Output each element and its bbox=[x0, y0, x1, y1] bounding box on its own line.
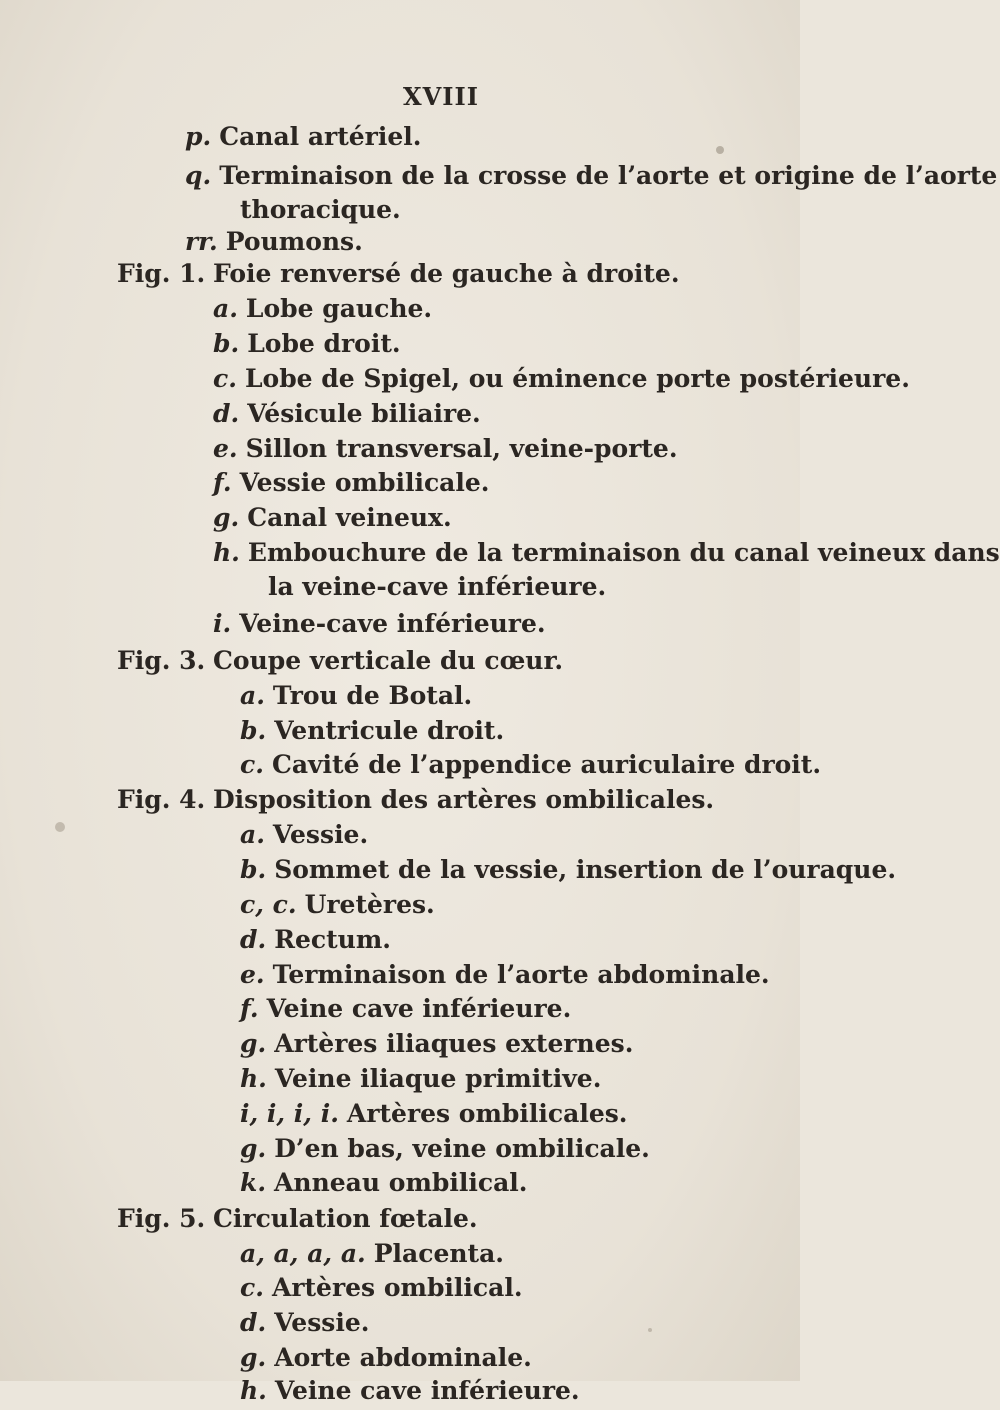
figure-title: Coupe verticale du cœur. bbox=[213, 646, 564, 675]
item-text: Canal veineux. bbox=[247, 503, 452, 532]
figure-title: Foie renversé de gauche à droite. bbox=[213, 259, 680, 288]
item-letter: h. bbox=[213, 538, 240, 567]
item-text: Lobe droit. bbox=[247, 329, 401, 358]
item-text: Lobe de Spigel, ou éminence porte postérieure. bbox=[244, 364, 910, 393]
list-item bbox=[213, 499, 452, 537]
item-letter: g. bbox=[213, 503, 240, 532]
item-text: Veine-cave inférieure. bbox=[239, 609, 546, 638]
item-text: la veine-cave inférieure. bbox=[268, 572, 607, 601]
item-text: Veine cave inférieure. bbox=[274, 1376, 580, 1405]
item-text: Placenta. bbox=[373, 1239, 504, 1268]
item-text: Veine cave inférieure. bbox=[266, 994, 572, 1023]
list-item bbox=[185, 118, 421, 156]
item-text: Ventricule droit. bbox=[274, 716, 505, 745]
list-item bbox=[240, 1130, 650, 1168]
item-letter: e. bbox=[213, 434, 238, 463]
list-item bbox=[213, 290, 432, 328]
list-item bbox=[213, 430, 678, 468]
list-item bbox=[240, 1235, 504, 1273]
list-item bbox=[240, 921, 391, 959]
item-text: thoracique. bbox=[240, 195, 401, 224]
item-letter: g. bbox=[240, 1134, 267, 1163]
item-letter: a, a, a, a. bbox=[240, 1239, 366, 1268]
item-text: Trou de Botal. bbox=[272, 681, 473, 710]
figure-label: Fig. 5. bbox=[117, 1204, 206, 1233]
item-letter: a. bbox=[213, 294, 238, 323]
item-text: Anneau ombilical. bbox=[274, 1168, 528, 1197]
list-item-continuation bbox=[268, 568, 606, 606]
list-item bbox=[240, 1095, 628, 1133]
item-text: Veine iliaque primitive. bbox=[274, 1064, 602, 1093]
item-letter: a. bbox=[240, 820, 265, 849]
item-letter: k. bbox=[240, 1168, 267, 1197]
item-letter: i. bbox=[213, 609, 232, 638]
figure-label: Fig. 3. bbox=[117, 646, 206, 675]
item-text: Aorte abdominale. bbox=[274, 1343, 532, 1372]
item-letter: c, c. bbox=[240, 890, 297, 919]
item-text: Sommet de la vessie, insertion de l’ouraque. bbox=[274, 855, 897, 884]
list-item bbox=[240, 990, 571, 1028]
item-text: Artères ombilical. bbox=[271, 1273, 523, 1302]
item-text: Embouchure de la terminaison du canal veineux dans bbox=[247, 538, 1000, 567]
list-item bbox=[240, 886, 435, 924]
list-item bbox=[240, 1304, 369, 1342]
item-letter: f. bbox=[240, 994, 259, 1023]
list-item bbox=[213, 534, 1000, 572]
list-item bbox=[240, 1269, 523, 1307]
list-item bbox=[240, 1025, 633, 1063]
item-letter: d. bbox=[213, 399, 240, 428]
item-text: Rectum. bbox=[274, 925, 391, 954]
list-item bbox=[240, 712, 504, 750]
item-text: Terminaison de la crosse de l’aorte et origine de l’aorte bbox=[219, 161, 998, 190]
figure-title: Circulation fœtale. bbox=[213, 1204, 478, 1233]
item-text: Vessie. bbox=[274, 1308, 370, 1337]
list-item bbox=[240, 677, 472, 715]
page-number: XVIII bbox=[403, 82, 479, 111]
item-letter: c. bbox=[240, 1273, 264, 1302]
item-letter: d. bbox=[240, 1308, 267, 1337]
item-text: Vessie ombilicale. bbox=[239, 468, 490, 497]
list-item bbox=[240, 746, 821, 784]
item-text: D’en bas, veine ombilicale. bbox=[274, 1134, 650, 1163]
item-letter: d. bbox=[240, 925, 267, 954]
item-text: Canal artériel. bbox=[219, 122, 422, 151]
item-letter: g. bbox=[240, 1343, 267, 1372]
item-letter: q. bbox=[185, 161, 212, 190]
item-letter: b. bbox=[240, 855, 267, 884]
item-letter: c. bbox=[240, 750, 264, 779]
list-item bbox=[213, 360, 910, 398]
list-item bbox=[240, 851, 896, 889]
item-letter: h. bbox=[240, 1376, 267, 1405]
item-text: Vessie. bbox=[272, 820, 369, 849]
list-item bbox=[240, 1164, 528, 1202]
item-letter: c. bbox=[213, 364, 237, 393]
item-text: Poumons. bbox=[225, 227, 363, 256]
item-letter: a. bbox=[240, 681, 265, 710]
item-text: Sillon transversal, veine-porte. bbox=[245, 434, 678, 463]
list-item bbox=[240, 956, 770, 994]
item-text: Cavité de l’appendice auriculaire droit. bbox=[271, 750, 822, 779]
list-item bbox=[240, 1060, 601, 1098]
item-letter: i, i, i, i. bbox=[240, 1099, 339, 1128]
item-letter: b. bbox=[240, 716, 267, 745]
item-text: Uretères. bbox=[304, 890, 435, 919]
item-letter: g. bbox=[240, 1029, 267, 1058]
item-letter: b. bbox=[213, 329, 240, 358]
figure-label: Fig. 4. bbox=[117, 785, 206, 814]
list-item bbox=[213, 395, 481, 433]
item-letter: rr. bbox=[185, 227, 218, 256]
item-letter: p. bbox=[185, 122, 212, 151]
item-text: Artères iliaques externes. bbox=[274, 1029, 634, 1058]
list-item bbox=[185, 157, 997, 195]
item-letter: f. bbox=[213, 468, 232, 497]
list-item bbox=[240, 816, 368, 854]
list-item bbox=[213, 605, 546, 643]
item-text: Artères ombilicales. bbox=[346, 1099, 628, 1128]
list-item bbox=[213, 325, 401, 363]
page-header bbox=[0, 82, 800, 112]
figure-title: Disposition des artères ombilicales. bbox=[213, 785, 715, 814]
item-text: Terminaison de l’aorte abdominale. bbox=[272, 960, 770, 989]
item-letter: e. bbox=[240, 960, 265, 989]
item-letter: h. bbox=[240, 1064, 267, 1093]
figure-label: Fig. 1. bbox=[117, 259, 206, 288]
list-item bbox=[240, 1372, 580, 1410]
item-text: Lobe gauche. bbox=[245, 294, 433, 323]
list-item bbox=[213, 464, 489, 502]
item-text: Vésicule biliaire. bbox=[247, 399, 481, 428]
